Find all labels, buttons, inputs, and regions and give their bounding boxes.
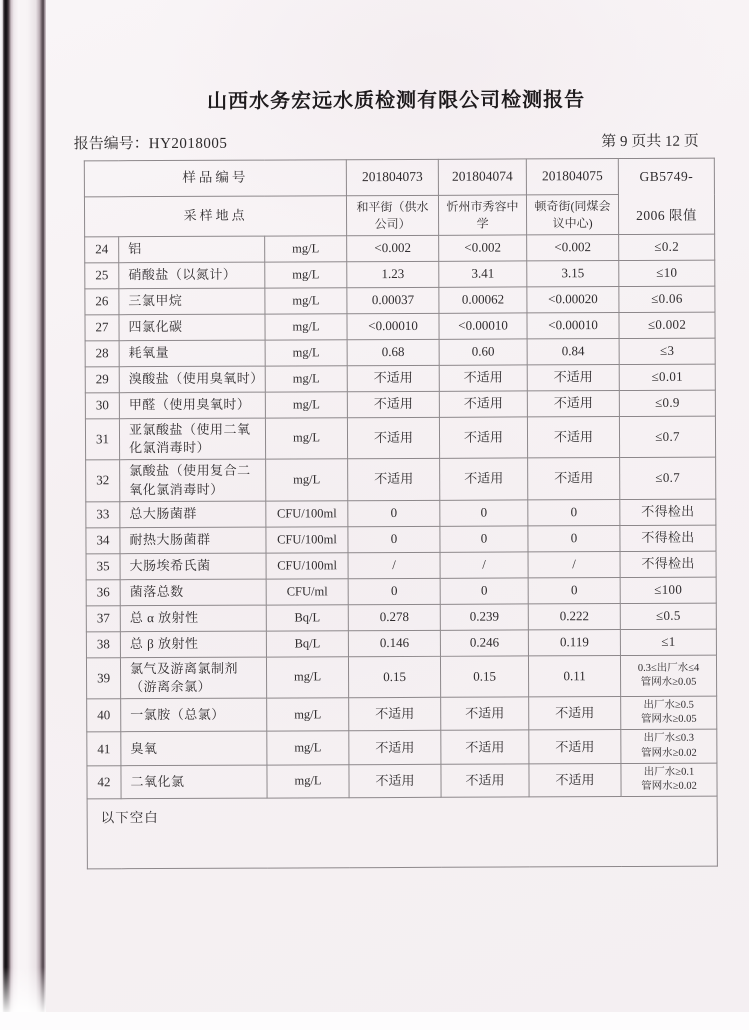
value-sample-3: 不适用 (527, 365, 619, 391)
result-row (86, 655, 716, 699)
row-number: 34 (86, 527, 120, 553)
result-row (85, 390, 715, 419)
page-indicator: 第 9 页共 12 页 (601, 133, 699, 151)
unit: mg/L (265, 392, 347, 418)
row-number: 28 (85, 341, 119, 367)
limit-header-line2: 2006 限值 (636, 207, 698, 223)
value-sample-3: 0 (528, 577, 620, 603)
below-blank-note: 以下空白 (87, 796, 717, 869)
value-sample-1: <0.002 (347, 235, 439, 261)
location-3: 顿奇街(同煤会议中心) (526, 195, 618, 235)
value-sample-3: 0.11 (528, 655, 620, 697)
report-number-value: HY2018005 (148, 135, 228, 153)
value-sample-1: 不适用 (349, 731, 441, 765)
row-number: 37 (86, 605, 120, 631)
value-sample-2: 不适用 (439, 417, 527, 459)
value-sample-1: 0 (348, 500, 440, 526)
value-sample-1: 不适用 (349, 697, 441, 731)
value-sample-1: 不适用 (348, 459, 440, 501)
row-number: 36 (86, 579, 120, 605)
row-number: 26 (85, 289, 119, 315)
value-sample-3: <0.00020 (527, 287, 619, 313)
result-row (86, 551, 716, 580)
item-name: 四氯化碳 (119, 314, 265, 341)
result-row (85, 312, 715, 341)
value-sample-2: 0 (440, 500, 528, 526)
limit-column-header (618, 158, 714, 234)
result-row (86, 577, 716, 606)
unit: mg/L (266, 459, 348, 501)
result-row (85, 416, 715, 460)
row-number: 35 (86, 553, 120, 579)
item-name: 总 β 放射性 (120, 631, 266, 658)
value-sample-2: 不适用 (441, 764, 529, 798)
value-sample-1: 0 (348, 578, 440, 604)
row-number: 41 (87, 732, 121, 765)
limit-value: ≤10 (619, 260, 715, 286)
unit: mg/L (266, 656, 348, 698)
item-name: 甲醛（使用臭氧时） (119, 392, 265, 419)
value-sample-1: 1.23 (347, 261, 439, 287)
item-name: 总 α 放射性 (120, 605, 266, 632)
unit: mg/L (265, 262, 347, 288)
row-number: 38 (86, 631, 120, 657)
item-name: 硝酸盐（以氮计） (119, 262, 265, 289)
limit-value: 出厂水≥0.1 管网水≥0.02 (621, 763, 717, 797)
value-sample-2: 0.239 (440, 604, 528, 630)
limit-value: ≤0.01 (619, 364, 715, 390)
value-sample-2: / (440, 552, 528, 578)
limit-value: ≤0.002 (619, 312, 715, 338)
unit: mg/L (267, 698, 349, 732)
row-number: 25 (85, 263, 119, 289)
page-content (44, 0, 749, 870)
value-sample-1: 0.146 (348, 630, 440, 656)
unit: Bq/L (266, 604, 348, 630)
value-sample-3: / (528, 551, 620, 577)
item-name: 臭氧 (121, 732, 267, 766)
item-name: 耐热大肠菌群 (120, 527, 266, 554)
row-number: 24 (85, 237, 119, 263)
value-sample-3: 0.222 (528, 603, 620, 629)
limit-value: ≤0.9 (619, 390, 715, 416)
value-sample-2: 0.246 (440, 630, 528, 656)
unit: Bq/L (266, 630, 348, 656)
unit: CFU/100ml (266, 552, 348, 578)
limit-value: ≤0.7 (620, 457, 716, 499)
unit: CFU/100ml (266, 500, 348, 526)
location-1: 和平街（供水公司） (346, 195, 438, 235)
value-sample-1: 0.68 (347, 339, 439, 365)
value-sample-1: 不适用 (347, 365, 439, 391)
value-sample-3: 0.84 (527, 339, 619, 365)
sample-id-1: 201804073 (346, 159, 438, 195)
location-2: 忻州市秀容中学 (438, 195, 526, 235)
limit-value: ≤0.5 (620, 603, 716, 629)
limit-value: ≤1 (620, 629, 716, 655)
item-name: 总大肠菌群 (120, 501, 266, 528)
item-name: 氯气及游离氯制剂（游离余氯） (120, 657, 266, 699)
results-table (84, 158, 718, 870)
value-sample-2: 不适用 (440, 458, 528, 500)
value-sample-3: 0.119 (528, 629, 620, 655)
header-row-sample-id (84, 158, 714, 197)
item-name: 大肠埃希氏菌 (120, 553, 266, 580)
unit: mg/L (265, 314, 347, 340)
limit-value: 出厂水≤0.3 管网水≥0.02 (621, 730, 717, 764)
report-number (74, 132, 228, 154)
item-name: 铝 (119, 236, 265, 263)
value-sample-3: <0.00010 (527, 313, 619, 339)
value-sample-1: 不适用 (347, 417, 439, 459)
row-number: 30 (85, 393, 119, 419)
limit-value: 出厂水≥0.5 管网水≥0.05 (621, 696, 717, 730)
limit-value: ≤100 (620, 577, 716, 603)
value-sample-2: 0.00062 (439, 287, 527, 313)
limit-value: ≤0.2 (619, 234, 715, 260)
row-number: 32 (86, 460, 120, 502)
value-sample-2: 不适用 (439, 365, 527, 391)
sampling-location-label: 采样地点 (84, 196, 346, 237)
value-sample-3: 不适用 (527, 391, 619, 417)
value-sample-1: <0.00010 (347, 313, 439, 339)
result-row (86, 603, 716, 632)
results-table-body (85, 234, 717, 799)
result-row (85, 364, 715, 393)
result-row (86, 629, 716, 658)
result-row (87, 696, 717, 732)
value-sample-3: 不适用 (527, 417, 619, 459)
value-sample-1: 0.278 (348, 604, 440, 630)
unit: CFU/100ml (266, 526, 348, 552)
result-row (86, 499, 716, 528)
value-sample-3: 0 (528, 525, 620, 551)
value-sample-2: 0.60 (439, 339, 527, 365)
value-sample-1: 0.00037 (347, 287, 439, 313)
row-number: 33 (86, 501, 120, 527)
item-name: 一氯胺（总氯） (121, 698, 267, 732)
limit-value: 0.3≤出厂水≤4 管网水≥0.05 (620, 655, 716, 697)
row-number: 29 (85, 367, 119, 393)
blank-footer-row (87, 796, 717, 869)
value-sample-1: 0 (348, 526, 440, 552)
row-number: 39 (86, 657, 120, 699)
item-name: 二氧化氯 (121, 765, 267, 799)
result-row (87, 730, 717, 766)
limit-header-line1: GB5749- (639, 168, 694, 184)
result-row (85, 338, 715, 367)
unit: CFU/ml (266, 578, 348, 604)
value-sample-2: 0.15 (440, 656, 528, 698)
value-sample-2: 0 (440, 578, 528, 604)
value-sample-2: 不适用 (441, 730, 529, 764)
value-sample-3: 不适用 (529, 730, 621, 764)
value-sample-3: 不适用 (529, 763, 621, 797)
value-sample-3: 3.15 (527, 261, 619, 287)
value-sample-2: 0 (440, 526, 528, 552)
value-sample-1: 不适用 (349, 764, 441, 798)
value-sample-1: 不适用 (347, 391, 439, 417)
value-sample-1: / (348, 552, 440, 578)
limit-value: ≤0.06 (619, 286, 715, 312)
result-row (86, 457, 716, 501)
value-sample-3: <0.002 (527, 235, 619, 261)
value-sample-2: <0.002 (439, 235, 527, 261)
report-number-label: 报告编号： (73, 136, 149, 153)
result-row (85, 286, 715, 315)
item-name: 亚氯酸盐（使用二氧化氯消毒时） (119, 418, 265, 460)
value-sample-2: 不适用 (441, 697, 529, 731)
sample-id-label: 样品编号 (84, 160, 346, 197)
result-row (85, 260, 715, 289)
row-number: 27 (85, 315, 119, 341)
unit: mg/L (267, 731, 349, 765)
limit-value: 不得检出 (620, 525, 716, 551)
item-name: 氯酸盐（使用复合二氧化氯消毒时） (120, 459, 266, 501)
limit-value: 不得检出 (620, 551, 716, 577)
row-number: 40 (87, 699, 121, 732)
value-sample-2: 3.41 (439, 261, 527, 287)
sample-id-2: 201804074 (438, 159, 526, 195)
value-sample-3: 不适用 (529, 697, 621, 731)
page-title: 山西水务宏远水质检测有限公司检测报告 (207, 89, 586, 113)
unit: mg/L (267, 765, 349, 799)
report-page (46, 0, 749, 1012)
item-name: 三氯甲烷 (119, 288, 265, 315)
result-row (85, 234, 715, 263)
row-number: 31 (85, 419, 119, 461)
limit-value: ≤0.7 (619, 416, 715, 458)
result-row (87, 763, 717, 799)
unit: mg/L (265, 340, 347, 366)
unit: mg/L (265, 366, 347, 392)
value-sample-1: 0.15 (348, 656, 440, 698)
item-name: 菌落总数 (120, 579, 266, 606)
book-binding-shadow (0, 0, 46, 1012)
row-number: 42 (87, 766, 121, 799)
item-name: 耗氧量 (119, 340, 265, 367)
value-sample-3: 0 (528, 499, 620, 525)
value-sample-2: 不适用 (439, 391, 527, 417)
limit-value: 不得检出 (620, 499, 716, 525)
unit: mg/L (265, 418, 347, 460)
report-meta-row (74, 130, 699, 154)
result-row (86, 525, 716, 554)
limit-value: ≤3 (619, 338, 715, 364)
unit: mg/L (265, 236, 347, 262)
unit: mg/L (265, 288, 347, 314)
sample-id-3: 201804075 (526, 159, 618, 195)
value-sample-3: 不适用 (528, 458, 620, 500)
value-sample-2: <0.00010 (439, 313, 527, 339)
item-name: 溴酸盐（使用臭氧时） (119, 366, 265, 393)
